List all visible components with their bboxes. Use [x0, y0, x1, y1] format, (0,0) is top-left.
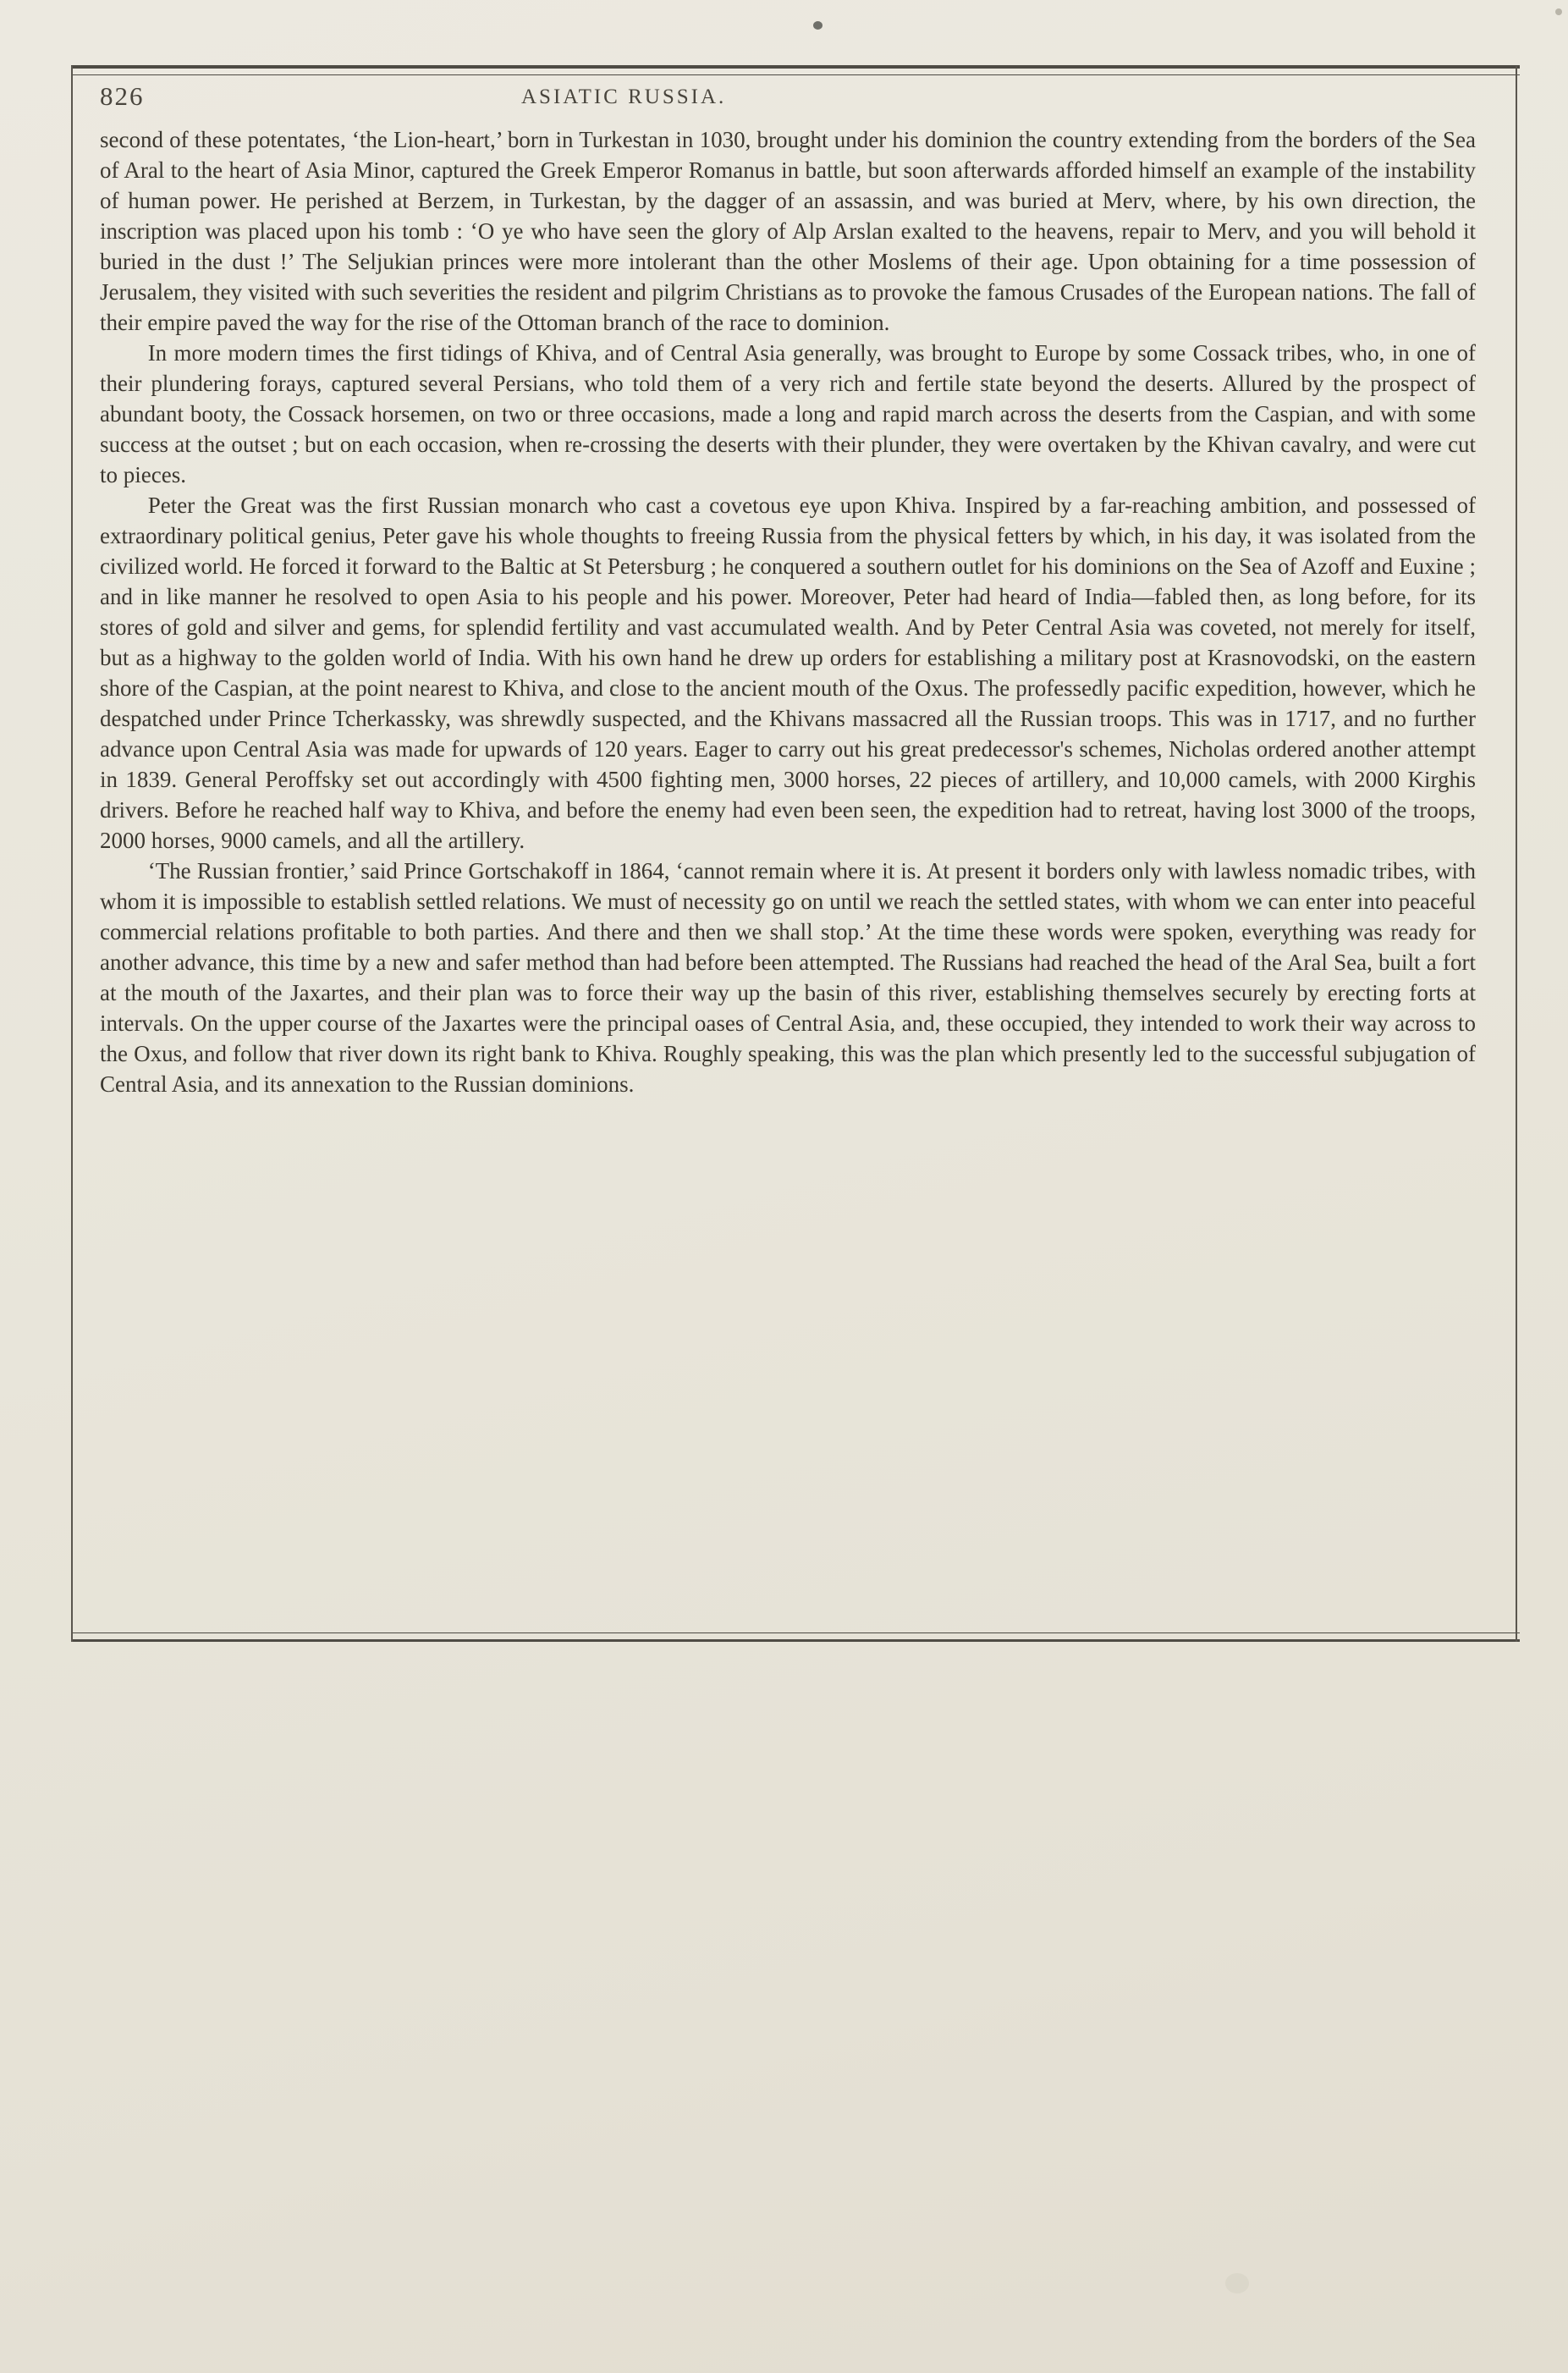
- ink-speck: [1555, 8, 1562, 15]
- running-head: ASIATIC RUSSIA.: [521, 85, 727, 108]
- page-header: [100, 81, 1476, 117]
- right-border-rule: [1516, 66, 1517, 1642]
- bottom-border-rule-outer: [71, 1639, 1520, 1642]
- paragraph: ‘The Russian frontier,’ said Prince Gortschakoff in 1864, ‘cannot remain where it is. At present it borders only with lawless nomadic tribes, with whom it is impossible to establish settled relations. We must of necessity go on until we reach the settled states, with whom we can enter into peaceful commercial relations profitable to both parties. And there and then we shall stop.’ At the time these words were spoken, everything was ready for another advance, this time by a new and safer method than had before been attempted. The Russians had reached the head of the Aral Sea, built a fort at the mouth of the Jaxartes, and their plan was to force their way up the basin of this river, establishing themselves securely by erecting forts at intervals. On the upper course of the Jaxartes were the principal oases of Central Asia, and, these occupied, they intended to work their way across to the Oxus, and follow that river down its right bank to Khiva. Roughly speaking, this was the plan which presently led to the successful subjugation of Central Asia, and its annexation to the Russian dominions.: [100, 858, 1476, 1097]
- ink-speck: [813, 21, 823, 30]
- page-number: 826: [100, 81, 145, 111]
- page-text-block: [100, 124, 1476, 1099]
- paragraph: Peter the Great was the first Russian monarch who cast a covetous eye upon Khiva. Inspired by a far-reaching ambition, and possessed of extraordinary political genius, Peter gave his whole thoughts to freeing Russia from the physical fetters by which, in his day, it was isolated from the civilized world. He forced it forward to the Baltic at St Petersburg ; he conquered a southern outlet for his dominions on the Sea of Azoff and Euxine ; and in like manner he resolved to open Asia to his people and his power. Moreover, Peter had heard of India—fabled then, as long before, for its stores of gold and silver and gems, for splendid fertility and vast accumulated wealth. And by Peter Central Asia was coveted, not merely for itself, but as a highway to the golden world of India. With his own hand he drew up orders for establishing a military post at Krasnovodski, on the eastern shore of the Caspian, at the point nearest to Khiva, and close to the ancient mouth of the Oxus. The professedly pacific expedition, however, which he despatched under Prince Tcherkassky, was shrewdly suspected, and the Khivans massacred all the Russian troops. This was in 1717, and no further advance upon Central Asia was made for upwards of 120 years. Eager to carry out his great predecessor's schemes, Nicholas ordered another attempt in 1839. General Peroffsky set out accordingly with 4500 fighting men, 3000 horses, 22 pieces of artillery, and 10,000 camels, with 2000 Kirghis drivers. Before he reached half way to Khiva, and before the enemy had even been seen, the expedition had to retreat, having lost 3000 of the troops, 2000 horses, 9000 camels, and all the artillery.: [100, 493, 1476, 853]
- paper-smudge: [1225, 2273, 1249, 2293]
- bottom-border-rule-inner: [71, 1632, 1520, 1633]
- paragraph-continuation: second of these potentates, ‘the Lion-heart,’ born in Turkestan in 1030, brought under his dominion the country extending from the borders of the Sea of Aral to the heart of Asia Minor, captured the Greek Emperor Romanus in battle, but soon afterwards afforded himself an example of the instability of human power. He perished at Berzem, in Turkestan, by the dagger of an assassin, and was buried at Merv, where, by his own direction, the inscription was placed upon his tomb : ‘O ye who have seen the glory of Alp Arslan exalted to the heavens, repair to Merv, and you will behold it buried in the dust !’ The Seljukian princes were more intolerant than the other Moslems of their age. Upon obtaining for a time possession of Jerusalem, they visited with such severities the resident and pilgrim Christians as to provoke the famous Crusades of the European nations. The fall of their empire paved the way for the rise of the Ottoman branch of the race to dominion.: [100, 127, 1476, 335]
- top-border-rule-outer: [71, 65, 1520, 69]
- top-border-rule-inner: [71, 74, 1520, 75]
- left-border-rule: [71, 66, 73, 1642]
- paragraph: In more modern times the first tidings of Khiva, and of Central Asia generally, was brought to Europe by some Cossack tribes, who, in one of their plundering forays, captured several Persians, who told them of a very rich and fertile state beyond the deserts. Allured by the prospect of abundant booty, the Cossack horsemen, on two or three occasions, made a long and rapid march across the deserts from the Caspian, and with some success at the outset ; but on each occasion, when re-crossing the deserts with their plunder, they were overtaken by the Khivan cavalry, and were cut to pieces.: [100, 340, 1476, 487]
